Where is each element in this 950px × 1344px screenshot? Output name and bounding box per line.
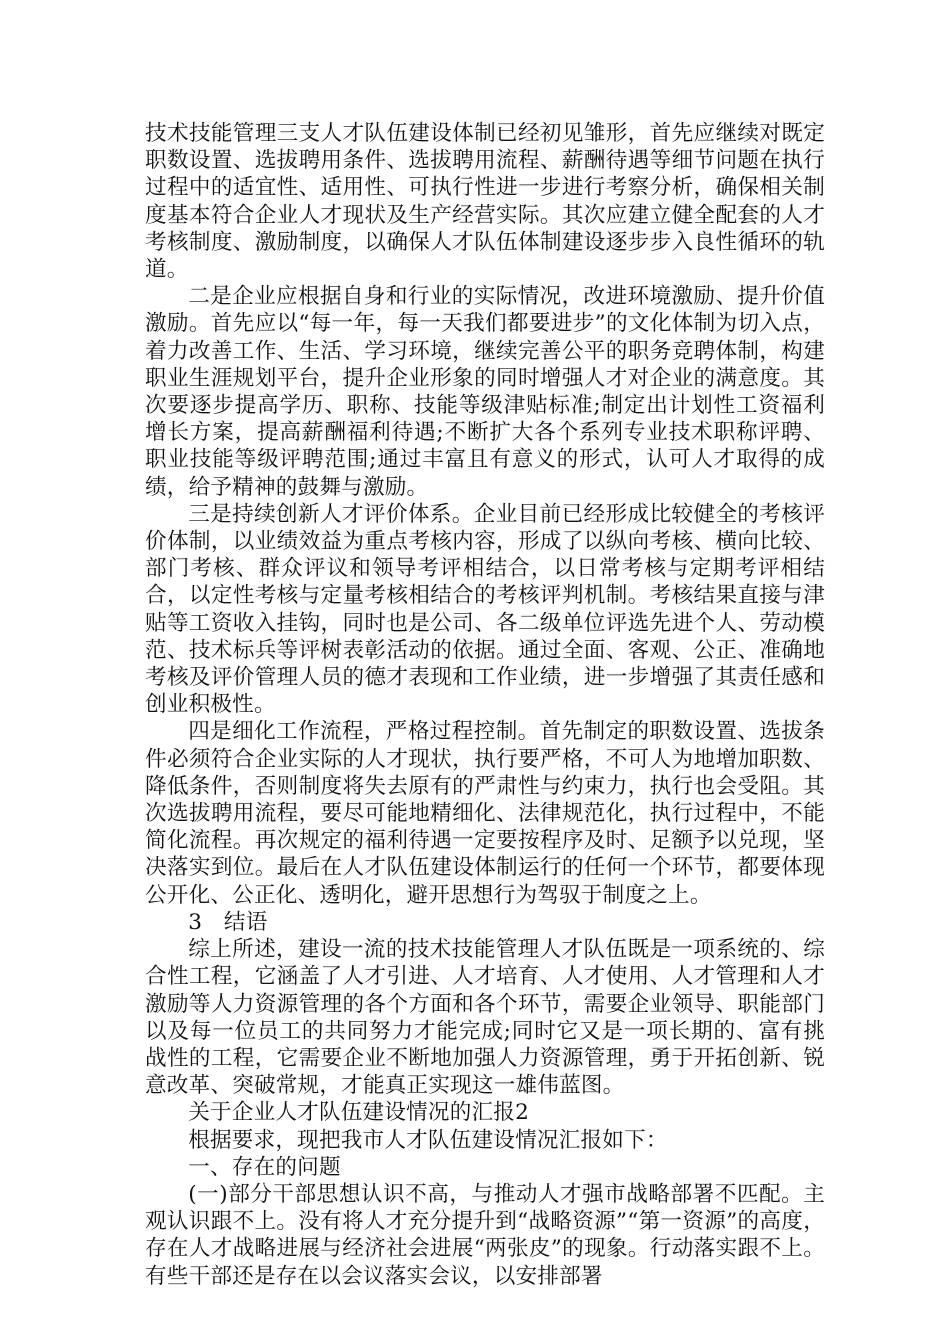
paragraph-point-two: 二是企业应根据自身和行业的实际情况，改进环境激励、提升价值激励。首先应以“每一年，每一天我们都要进步”的文化体制为切入点，着力改善工作、生活、学习环境，继续完善公平的职务竞聘体制，构建职业生涯规划平台，提升企业形象的同时增强人才对企业的满意度。其次要逐步提高学历、职称、技能等级津贴标准;制定出计划性工资福利增长方案，提高薪酬福利待遇;不断扩大各个系列专业技术职称评聘、职业技能等级评聘范围;通过丰富且有意义的形式，认可人才取得的成绩，给予精神的鼓舞与激励。	[145, 284, 825, 500]
paragraph-problem-one: (一)部分干部思想认识不高，与推动人才强市战略部署不匹配。主观认识跟不上。没有将人才充分提升到“战略资源”“第一资源”的高度，存在人才战略进展与经济社会进展“两张皮”的现象。行动落实跟不上。有些干部还是存在以会议落实会议，以安排部署	[145, 1181, 825, 1289]
document-body	[145, 120, 825, 1290]
paragraph-point-three: 三是持续创新人才评价体系。企业目前已经形成比较健全的考核评价体制，以业绩效益为重点考核内容，形成了以纵向考核、横向比较、部门考核、群众评议和领导考评相结合，以日常考核与定期考评相结合，以定性考核与定量考核相结合的考核评判机制。考核结果直接与津贴等工资收入挂钩，同时也是公司、各二级单位评选先进个人、劳动模范、技术标兵等评树表彰活动的依据。通过全面、客观、公正、准确地考核及评价管理人员的德才表现和工作业绩，进一步增强了其责任感和创业积极性。	[145, 501, 825, 718]
paragraph-report-intro: 根据要求，现把我市人才队伍建设情况汇报如下：	[188, 1127, 668, 1153]
section-heading-problems: 一、存在的问题	[188, 1154, 341, 1180]
section-heading-conclusion: 3 结语	[188, 909, 268, 935]
report-title: 关于企业人才队伍建设情况的汇报2	[188, 1100, 530, 1126]
paragraph-continuation: 技术技能管理三支人才队伍建设体制已经初见雏形，首先应继续对既定职数设置、选拔聘用条件、选拔聘用流程、薪酬待遇等细节问题在执行过程中的适宜性、适用性、可执行性进一步进行考察分析，确保相关制度基本符合企业人才现状及生产经营实际。其次应建立健全配套的人才考核制度、激励制度，以确保人才队伍体制建设逐步步入良性循环的轨道。	[145, 121, 825, 283]
paragraph-point-four: 四是细化工作流程，严格过程控制。首先制定的职数设置、选拔条件必须符合企业实际的人才现状，执行要严格，不可人为地增加职数、降低条件，否则制度将失去原有的严肃性与约束力，执行也会受阻。其次选拔聘用流程，要尽可能地精细化、法律规范化，执行过程中，不能简化流程。再次规定的福利待遇一定要按程序及时、足额予以兑现，坚决落实到位。最后在人才队伍建设体制运行的任何一个环节，都要体现公开化、公正化、透明化，避开思想行为驾驭于制度之上。	[145, 719, 825, 908]
paragraph-conclusion: 综上所述，建设一流的技术技能管理人才队伍既是一项系统的、综合性工程，它涵盖了人才引进、人才培育、人才使用、人才管理和人才激励等人力资源管理的各个方面和各个环节，需要企业领导、职能部门以及每一位员工的共同努力才能完成;同时它又是一项长期的、富有挑战性的工程，它需要企业不断地加强人力资源管理，勇于开拓创新、锐意改革、突破常规，才能真正实现这一雄伟蓝图。	[145, 937, 825, 1099]
